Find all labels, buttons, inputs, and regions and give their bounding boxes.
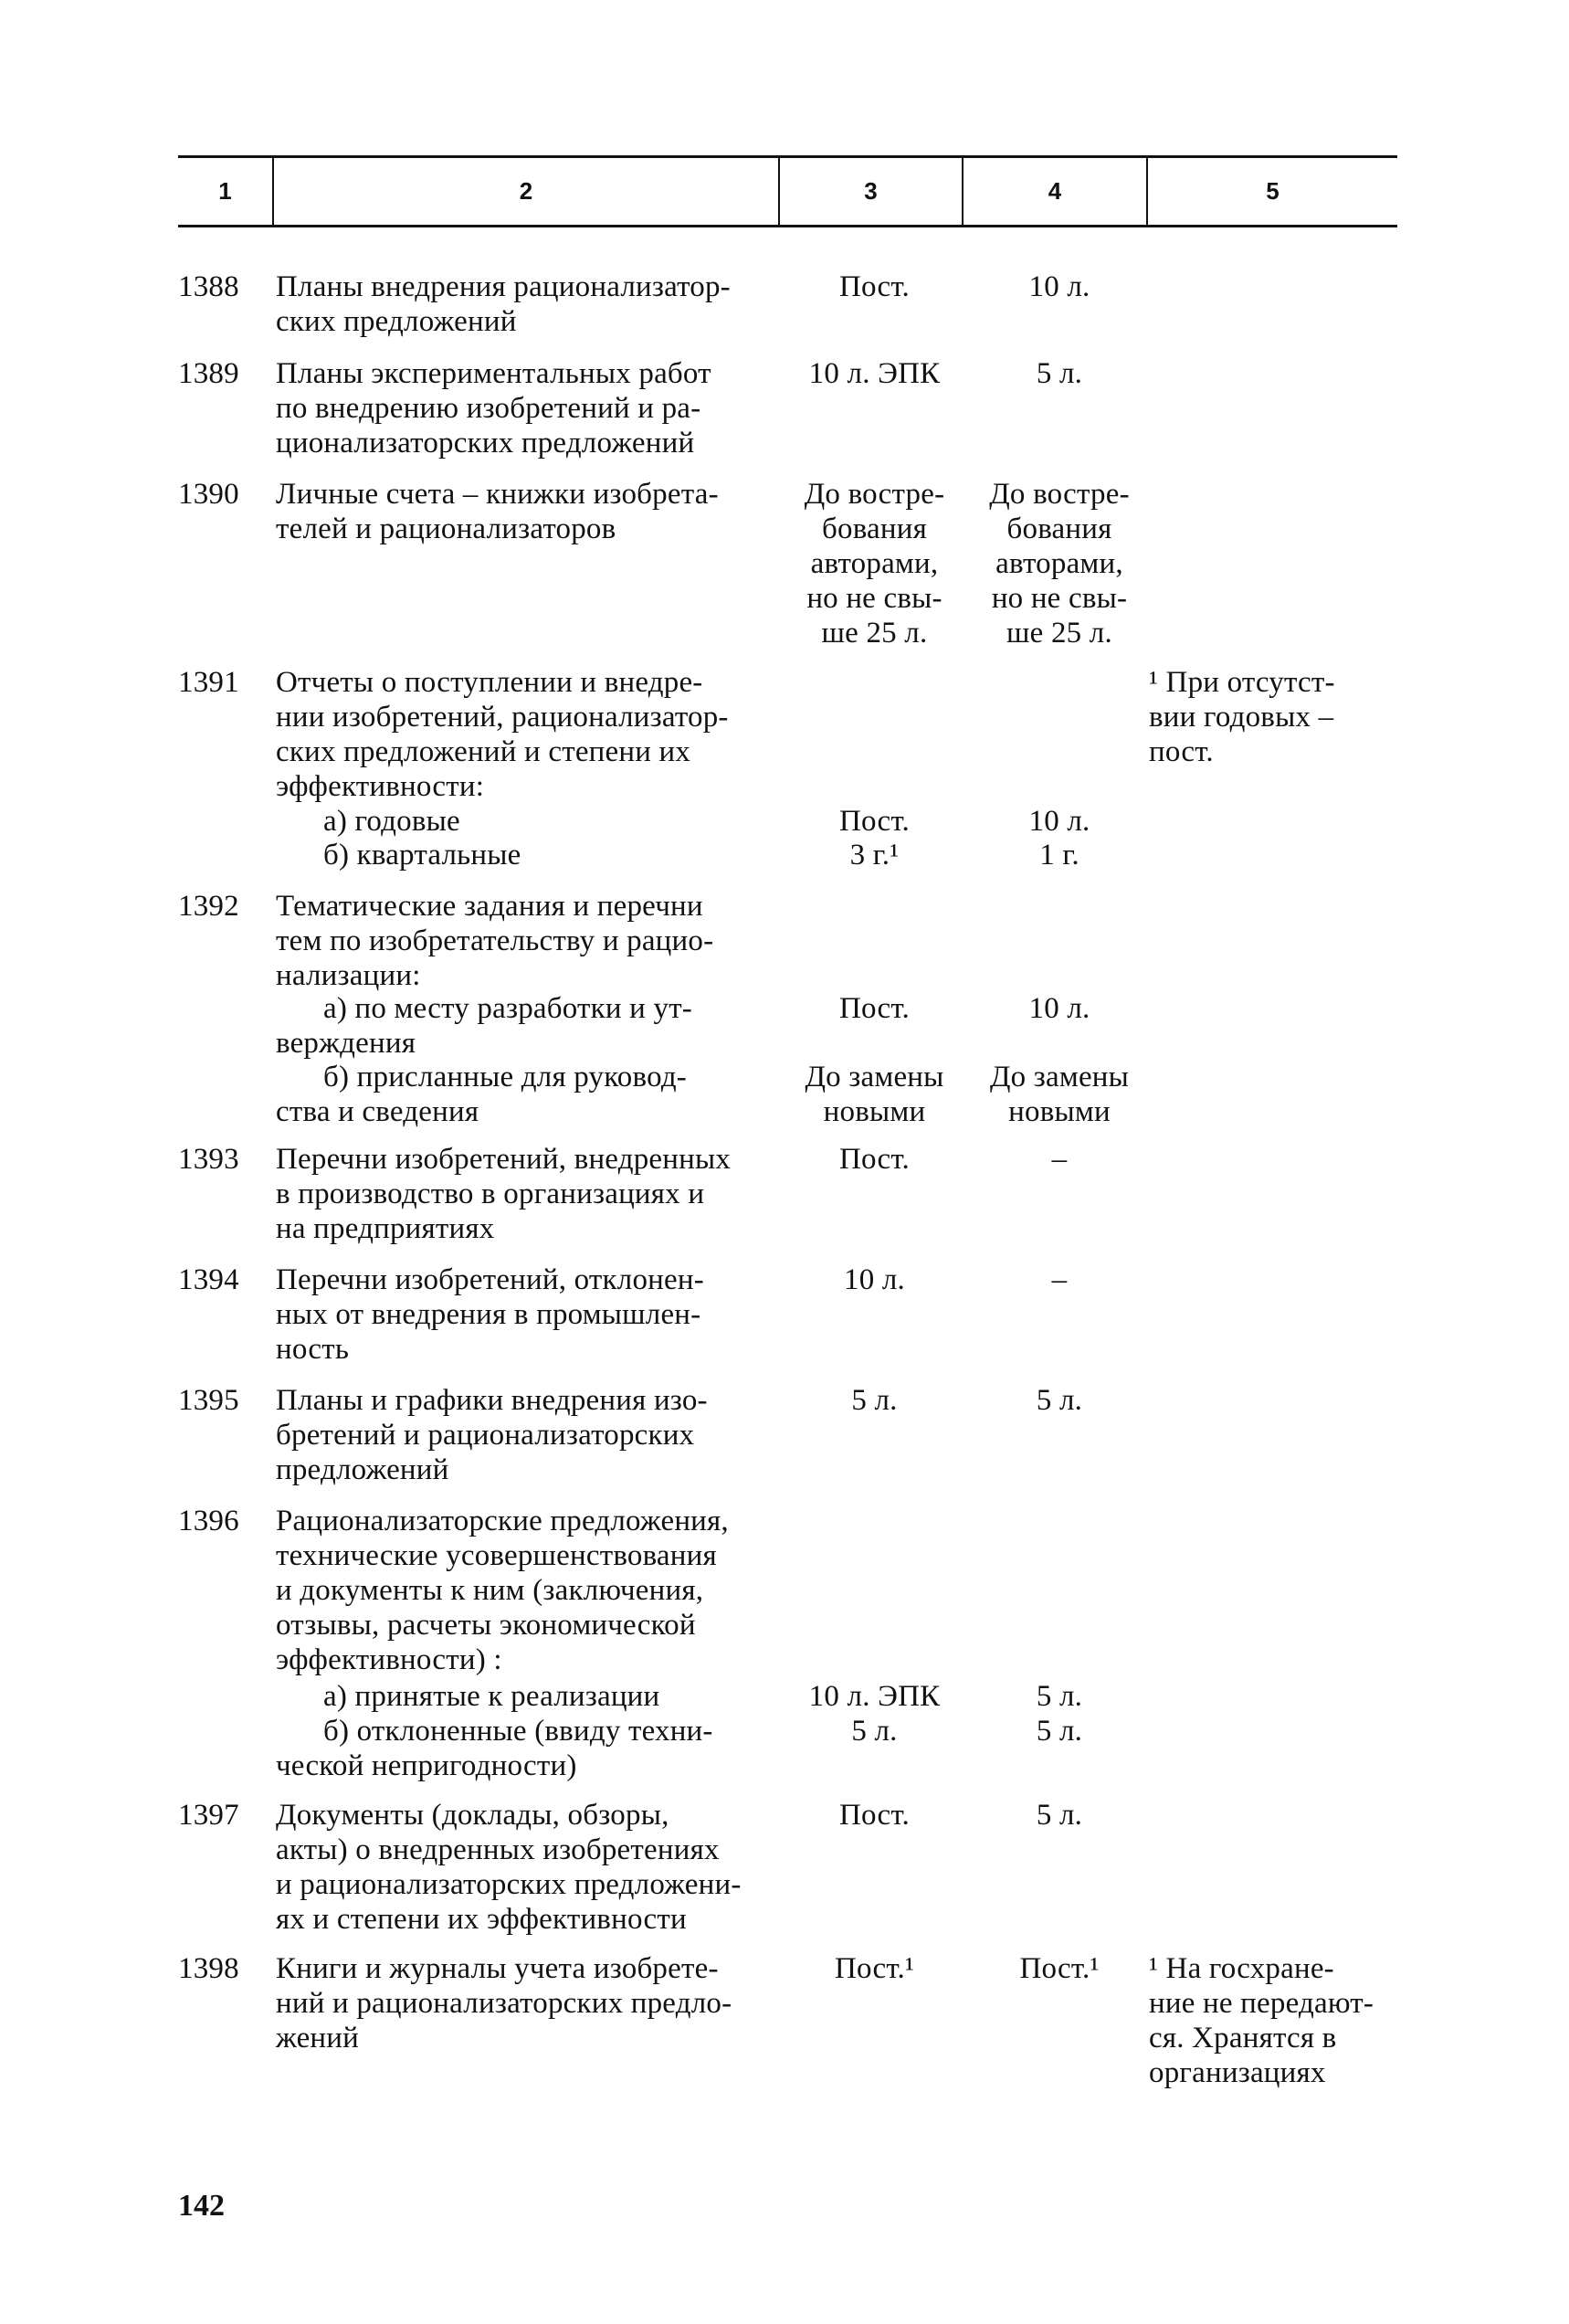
page-number: 142 — [178, 2189, 225, 2223]
row-description-text: а) годовые — [323, 805, 460, 838]
row-note: ¹ При отсутст- вии годовых – пост. — [1149, 666, 1335, 768]
row-number: 1388 — [178, 270, 239, 303]
retention-period-alt: Пост.¹ — [1019, 1952, 1100, 1985]
retention-period-alt: До замены новыми — [989, 1061, 1130, 1128]
retention-period: 3 г.¹ — [849, 839, 900, 872]
row-description: Личные счета – книжки изобрета- телей и рационализаторов — [276, 478, 719, 545]
row-number: 1389 — [178, 357, 239, 390]
retention-period: Пост. — [839, 992, 910, 1025]
row-description — [276, 1679, 659, 1714]
retention-period: Пост.¹ — [834, 1952, 915, 1985]
column-header: 3 — [864, 176, 878, 205]
row-description-text: б) квартальные — [323, 839, 521, 872]
retention-period-alt: 5 л. — [1036, 1799, 1083, 1832]
retention-period-alt: 10 л. — [1028, 805, 1090, 838]
row-number: 1391 — [178, 666, 239, 699]
row-description: Планы экспериментальных работ по внедрению изобретений и ра- ционализаторских предложений — [276, 357, 711, 460]
row-number: 1398 — [178, 1952, 239, 1985]
row-description — [276, 1714, 713, 1783]
row-description: Планы внедрения рационализатор- ских предложений — [276, 270, 731, 338]
row-description-text: а) принятые к реализации — [323, 1680, 660, 1713]
row-description-text: а) по месту разработки и ут- верждения — [276, 992, 693, 1060]
row-number: 1397 — [178, 1799, 239, 1832]
row-number: 1394 — [178, 1263, 239, 1296]
row-note: ¹ На госхране- ние не передают- ся. Хранятся в организациях — [1149, 1952, 1374, 2089]
retention-period-alt: 5 л. — [1036, 357, 1083, 390]
row-number: 1395 — [178, 1384, 239, 1417]
retention-period: 10 л. — [844, 1263, 905, 1296]
retention-period-alt: 10 л. — [1028, 992, 1090, 1025]
row-number: 1392 — [178, 890, 239, 923]
retention-period-alt: До востре- бования авторами, но не свы- ше 25 л. — [989, 478, 1130, 650]
row-description-text: б) отклоненные (ввиду техни- ческой непригодности) — [276, 1715, 713, 1782]
row-description: Перечни изобретений, отклонен- ных от внедрения в промышлен- ность — [276, 1263, 704, 1366]
row-description: Планы и графики внедрения изо- бретений и рационализаторских предложений — [276, 1384, 708, 1486]
table-header-bottom-rule — [178, 225, 1397, 227]
retention-period: До востре- бования авторами, но не свы- ше 25 л. — [804, 478, 945, 650]
retention-period: 10 л. ЭПК — [808, 357, 941, 390]
row-number: 1390 — [178, 478, 239, 511]
column-header: 4 — [1048, 176, 1062, 205]
retention-period: Пост. — [839, 1143, 910, 1176]
retention-period: Пост. — [839, 270, 910, 303]
row-number: 1396 — [178, 1505, 239, 1537]
row-description — [276, 991, 692, 1061]
row-description — [276, 1060, 687, 1129]
row-description: Документы (доклады, обзоры, акты) о внедренных изобретениях и рационализаторских предложени- ях и степени их эффективности — [276, 1799, 742, 1936]
row-description-text: б) присланные для руковод- ства и сведения — [276, 1061, 687, 1128]
retention-period-alt: – — [1051, 1143, 1068, 1176]
row-description — [276, 804, 460, 839]
row-number: 1393 — [178, 1143, 239, 1176]
column-header: 5 — [1266, 176, 1279, 205]
retention-period: До замены новыми — [805, 1061, 944, 1128]
retention-period-alt: 5 л. — [1036, 1715, 1083, 1748]
retention-period-alt: 10 л. — [1028, 270, 1090, 303]
retention-period-alt: – — [1051, 1263, 1068, 1296]
retention-period-alt: 1 г. — [1039, 839, 1079, 872]
retention-period: 5 л. — [851, 1384, 898, 1417]
retention-period-alt: 5 л. — [1036, 1384, 1083, 1417]
row-description: Тематические задания и перечни тем по изобретательству и рацио- нализации: — [276, 890, 714, 992]
retention-period: Пост. — [839, 1799, 910, 1832]
retention-period: 5 л. — [851, 1715, 898, 1748]
retention-period-alt: 5 л. — [1036, 1680, 1083, 1713]
column-header: 1 — [218, 176, 232, 205]
retention-period: 10 л. ЭПК — [808, 1680, 941, 1713]
row-description — [276, 838, 521, 872]
row-description: Отчеты о поступлении и внедре- нии изобретений, рационализатор- ских предложений и степени их эффективности: — [276, 666, 729, 803]
row-description: Книги и журналы учета изобрете- ний и рационализаторских предло- жений — [276, 1952, 732, 2055]
retention-period: Пост. — [839, 805, 910, 838]
row-description: Перечни изобретений, внедренных в производство в организациях и на предприятиях — [276, 1143, 732, 1245]
column-header: 2 — [519, 176, 533, 205]
row-description: Рационализаторские предложения, технические усовершенствования и документы к ним (заключения, отзывы, расчеты экономической эффективности) : — [276, 1505, 729, 1676]
